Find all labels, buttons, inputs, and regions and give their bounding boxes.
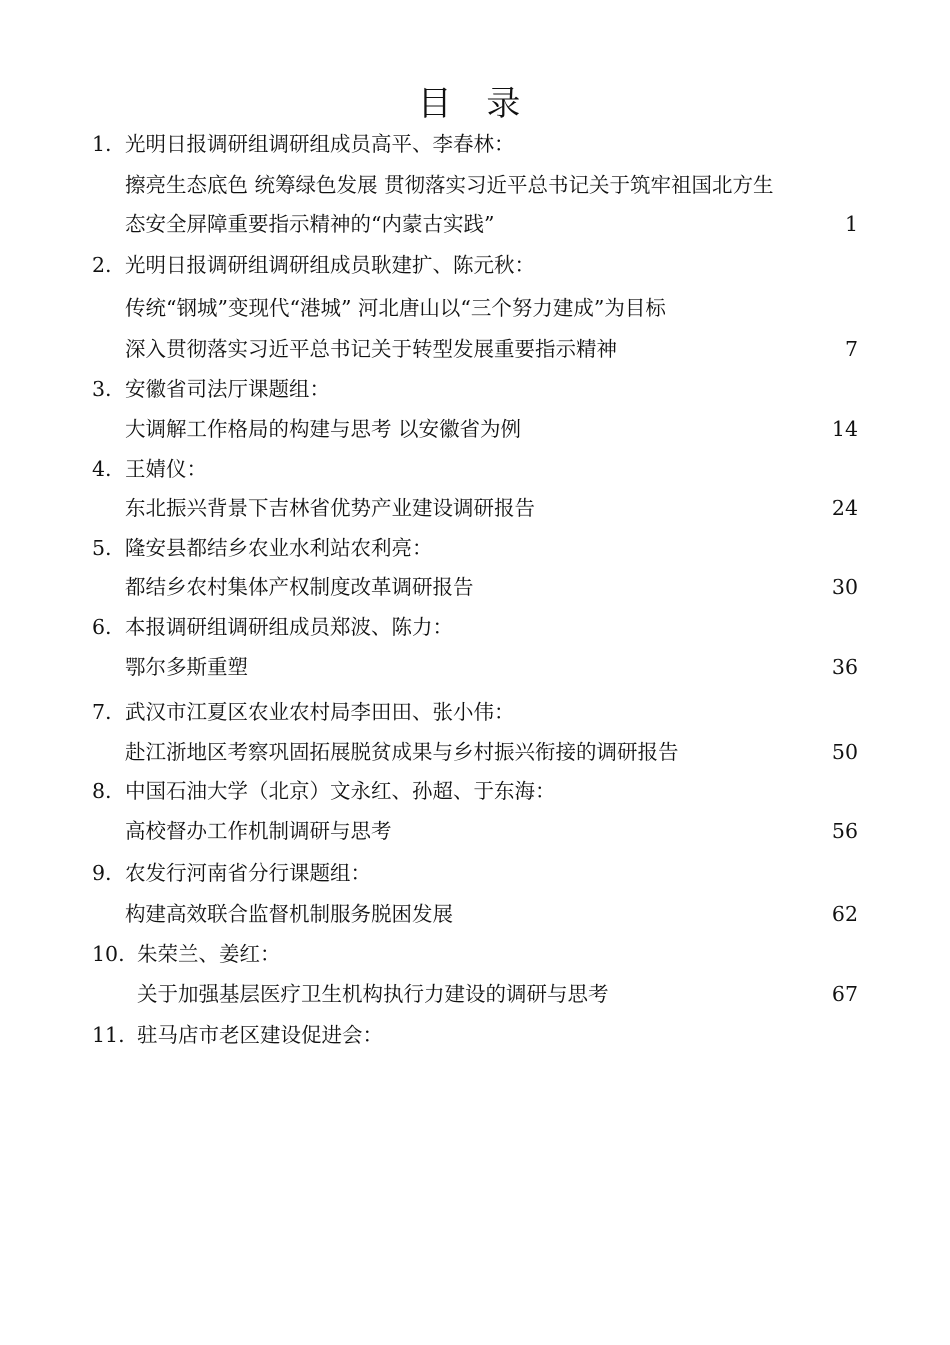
toc-entry-11-heading — [0, 1020, 950, 1050]
toc-entry-number: 10. — [92, 942, 125, 966]
toc-page-number: 14 — [831, 417, 858, 441]
toc-entry-3-title — [0, 414, 950, 444]
toc-entry-title: 构建高效联合监督机制服务脱困发展 — [125, 902, 453, 926]
toc-entry-author: 驻马店市老区建设促进会： — [137, 1023, 383, 1047]
toc-entry-title: 传统“钢城”变现代“港城” 河北唐山以“三个努力建成”为目标 — [125, 296, 666, 320]
toc-entry-title: 鄂尔多斯重塑 — [125, 655, 248, 679]
toc-entry-6-title — [0, 652, 950, 682]
toc-entry-number: 4. — [92, 457, 112, 481]
toc-entry-author: 隆安县都结乡农业水利站农利亮： — [125, 536, 433, 560]
toc-entry-1-title-line-1 — [0, 170, 950, 200]
toc-page-number: 7 — [844, 337, 858, 361]
toc-page-number: 56 — [831, 819, 858, 843]
toc-entry-2-heading — [0, 250, 950, 280]
toc-entry-title: 态安全屏障重要指示精神的“内蒙古实践” — [125, 212, 495, 236]
toc-entry-number: 3. — [92, 377, 112, 401]
toc-page-number: 62 — [831, 902, 858, 926]
toc-page-number: 67 — [831, 982, 858, 1006]
toc-entry-number: 6. — [92, 615, 112, 639]
toc-entry-4-title — [0, 493, 950, 523]
toc-entry-2-title-line-1 — [0, 293, 950, 323]
toc-entry-5-heading — [0, 533, 950, 563]
toc-entry-3-heading — [0, 374, 950, 404]
toc-entry-8-title — [0, 816, 950, 846]
toc-entry-5-title — [0, 572, 950, 602]
toc-entry-title: 深入贯彻落实习近平总书记关于转型发展重要指示精神 — [125, 337, 617, 361]
toc-entry-author: 光明日报调研组调研组成员耿建扩、陈元秋： — [125, 253, 535, 277]
toc-entry-7-title — [0, 737, 950, 767]
toc-entry-10-title — [0, 979, 950, 1009]
toc-entry-author: 王婧仪： — [125, 457, 207, 481]
toc-page-number: 1 — [844, 212, 858, 236]
toc-entry-author: 农发行河南省分行课题组： — [125, 861, 371, 885]
toc-entry-9-heading — [0, 858, 950, 888]
toc-entry-2-title-line-2 — [0, 334, 950, 364]
toc-page-number: 30 — [831, 575, 858, 599]
toc-entry-author: 中国石油大学（北京）文永红、孙超、于东海： — [125, 779, 556, 803]
toc-entry-author: 安徽省司法厅课题组： — [125, 377, 330, 401]
toc-entry-number: 2. — [92, 253, 112, 277]
toc-entry-4-heading — [0, 454, 950, 484]
toc-entry-author: 光明日报调研组调研组成员高平、李春林： — [125, 132, 515, 156]
toc-entry-title: 赴江浙地区考察巩固拓展脱贫成果与乡村振兴衔接的调研报告 — [125, 740, 679, 764]
toc-entry-1-title-line-2 — [0, 209, 950, 239]
toc-entry-8-heading — [0, 776, 950, 806]
toc-entry-author: 本报调研组调研组成员郑波、陈力： — [125, 615, 453, 639]
toc-entry-number: 1. — [92, 132, 112, 156]
toc-entry-number: 9. — [92, 861, 112, 885]
toc-entry-title: 关于加强基层医疗卫生机构执行力建设的调研与思考 — [137, 982, 609, 1006]
toc-entry-number: 11. — [92, 1023, 125, 1047]
toc-entry-6-heading — [0, 612, 950, 642]
page-title: 目 录 — [417, 84, 533, 124]
toc-entry-number: 5. — [92, 536, 112, 560]
toc-entry-title: 东北振兴背景下吉林省优势产业建设调研报告 — [125, 496, 535, 520]
toc-entry-10-heading — [0, 939, 950, 969]
toc-entry-title: 高校督办工作机制调研与思考 — [125, 819, 392, 843]
toc-entry-number: 7. — [92, 700, 112, 724]
toc-entry-title: 都结乡农村集体产权制度改革调研报告 — [125, 575, 474, 599]
toc-entry-1-heading — [0, 129, 950, 159]
toc-entry-7-heading — [0, 697, 950, 727]
toc-page-number: 24 — [831, 496, 858, 520]
toc-entry-9-title — [0, 899, 950, 929]
toc-entry-number: 8. — [92, 779, 112, 803]
toc-entry-author: 朱荣兰、姜红： — [137, 942, 281, 966]
toc-entry-title: 大调解工作格局的构建与思考 以安徽省为例 — [125, 417, 522, 441]
toc-page-number: 36 — [831, 655, 858, 679]
toc-page-number: 50 — [831, 740, 858, 764]
toc-entry-author: 武汉市江夏区农业农村局李田田、张小伟： — [125, 700, 515, 724]
toc-entry-title: 擦亮生态底色 统筹绿色发展 贯彻落实习近平总书记关于筑牢祖国北方生 — [125, 173, 774, 197]
